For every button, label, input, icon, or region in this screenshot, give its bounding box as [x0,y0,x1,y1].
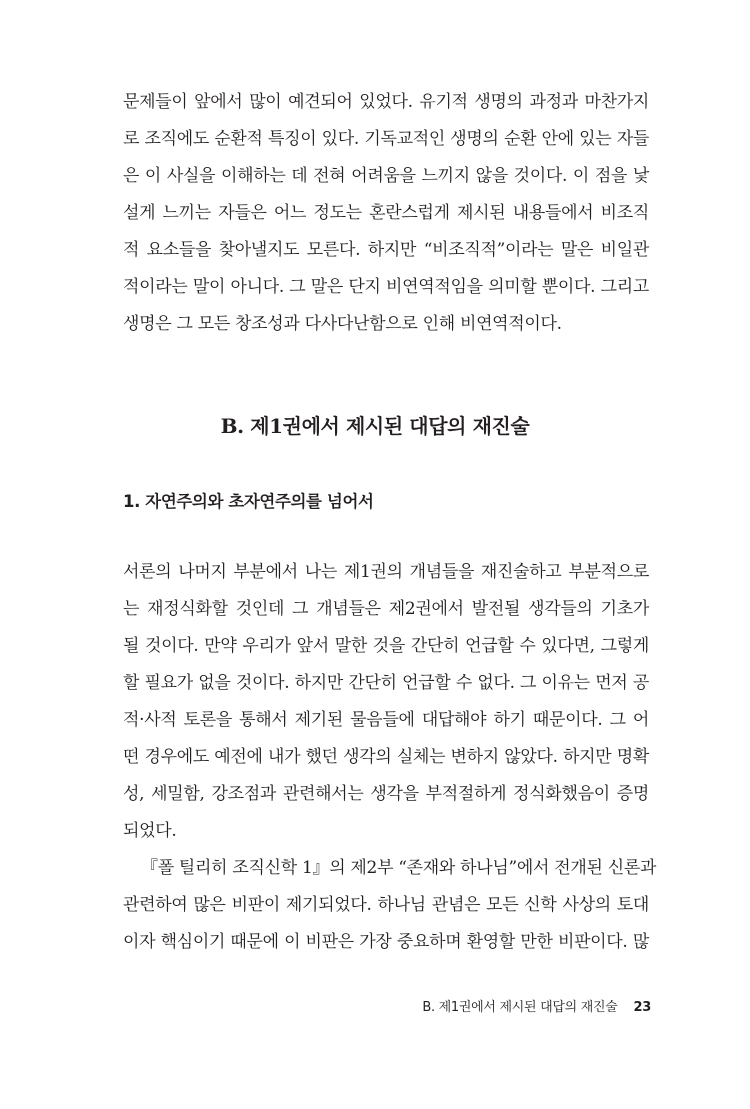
page-footer [422,996,651,1015]
text-line: 적·사적 토론을 통해서 제기된 물음들에 대답해야 하기 때문이다. 그 어 [123,710,649,730]
text-line: 되었다. [123,821,177,841]
text-line: 문제들이 앞에서 많이 예견되어 있었다. 유기적 생명의 과정과 마찬가지 [123,92,649,112]
paragraph-restatement [123,554,649,850]
text-line: 설게 느끼는 자들은 어느 정도는 혼란스럽게 제시된 내용들에서 비조직 [123,203,649,223]
paragraph-intro [123,84,649,343]
text-line: 는 재정식화할 것인데 그 개념들은 제2권에서 발전될 생각들의 기초가 [123,599,649,619]
text-line: 로 조직에도 순환적 특징이 있다. 기독교적인 생명의 순환 안에 있는 자들 [123,129,649,149]
text-line: 될 것이다. 만약 우리가 앞서 말한 것을 간단히 언급할 수 있다면, 그렇게 [123,636,649,656]
page-number: 23 [633,1000,651,1015]
paragraph-criticism [123,850,657,961]
running-title: B. 제1권에서 제시된 대답의 재진술 [422,1000,618,1015]
text-line: 서론의 나머지 부분에서 나는 제1권의 개념들을 재진술하고 부분적으로 [123,562,649,582]
text-line: 은 이 사실을 이해하는 데 전혀 어려움을 느끼지 않을 것이다. 이 점을 낯 [123,166,649,186]
text-line: 관련하여 많은 비판이 제기되었다. 하나님 관념은 모든 신학 사상의 토대 [123,895,649,915]
text-line: 이자 핵심이기 때문에 이 비판은 가장 중요하며 환영할 만한 비판이다. 많 [123,932,649,952]
text-line: 적 요소들을 찾아낼지도 모른다. 하지만 “비조직적”이라는 말은 비일관 [123,240,649,260]
text-line: 생명은 그 모든 창조성과 다사다난함으로 인해 비연역적이다. [123,314,562,334]
text-line: 떤 경우에도 예전에 내가 했던 생각의 실체는 변하지 않았다. 하지만 명확 [123,747,649,767]
section-title: B. 제1권에서 제시된 대답의 재진술 [220,414,530,438]
text-line: 할 필요가 없을 것이다. 하지만 간단히 언급할 수 없다. 그 이유는 먼저 공 [123,673,649,693]
text-line: 적이라는 말이 아니다. 그 말은 단지 비연역적임을 의미할 뿐이다. 그리고 [123,277,649,297]
subsection-title: 1. 자연주의와 초자연주의를 넘어서 [123,492,374,511]
text-line: 『폴 틸리히 조직신학 1』의 제2부 “존재와 하나님”에서 전개된 신론과 [141,858,657,878]
text-line: 성, 세밀함, 강조점과 관련해서는 생각을 부적절하게 정식화했음이 증명 [123,784,649,804]
